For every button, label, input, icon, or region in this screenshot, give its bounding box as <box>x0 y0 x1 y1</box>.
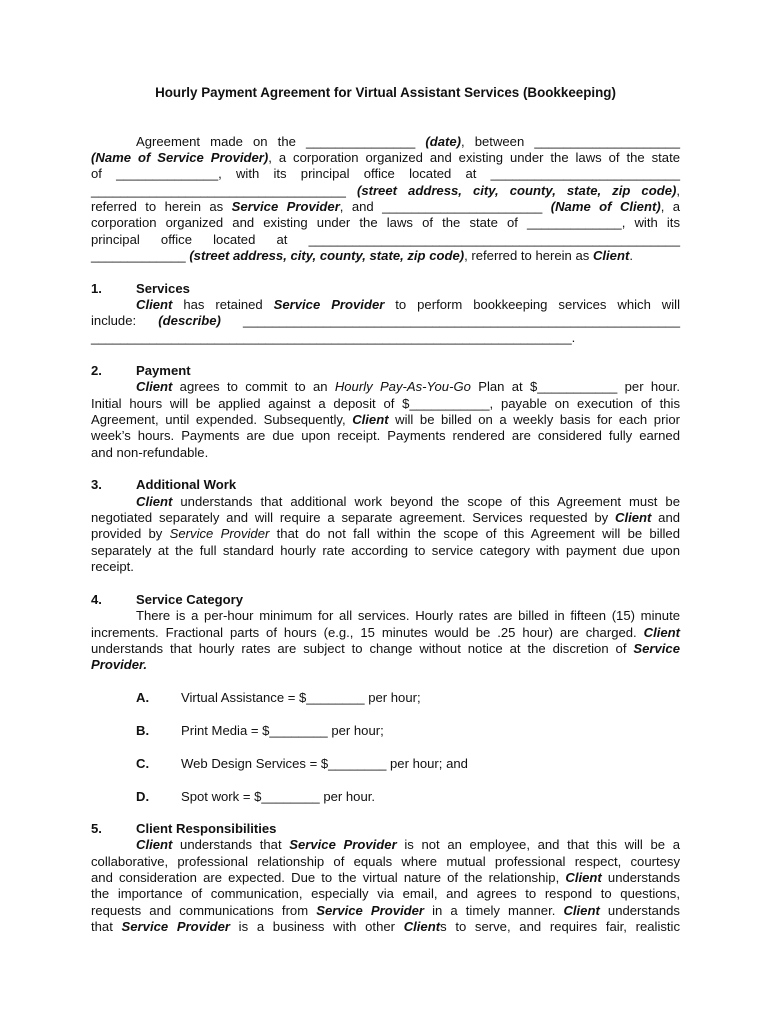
section-line: increments. Fractional parts of hours (e.g., 15 minutes would be .25 hour) are charged. Client <box>91 625 680 640</box>
intro-line: corporation organized and existing under the laws of the state of _____________, with its <box>91 215 680 230</box>
section-line: provided by Service Provider that do not fall within the scope of this Agreement will be billed <box>91 526 680 541</box>
section-heading: 1. Services <box>91 281 190 296</box>
section-line: Provider. <box>91 657 148 672</box>
intro-line: (Name of Service Provider), a corporation organized and existing under the laws of the state <box>91 150 681 165</box>
section-heading: 3. Additional Work <box>91 477 237 492</box>
section-line: Initial hours will be applied against a deposit of $___________, payable on execution of this <box>91 396 680 411</box>
section-line: separately at the full standard hourly rate according to service category with payment due upon <box>91 543 680 558</box>
section-line: that Service Provider is a business with other Clients to serve, and requires fair, realistic <box>91 919 681 934</box>
section-number: 3. <box>91 477 102 492</box>
section-line: collaborative, professional relationship of equals where mutual professional respect, courtesy <box>91 854 680 869</box>
intro-line: Agreement made on the _______________ (date), between ____________________ <box>136 134 680 149</box>
section-line: receipt. <box>91 559 134 574</box>
section-number: 4. <box>91 592 102 607</box>
section-line: requests and communications from Service Provider in a timely manner. Client understands <box>91 903 680 918</box>
intro-line: of ______________, with its principal office located at __________________________ <box>91 166 680 181</box>
section-line: understands that hourly rates are subject to change without notice at the discretion of Service <box>91 641 680 656</box>
intro-line: principal office located at ___________________________________________________ <box>91 232 680 247</box>
section-line: and consideration are expected. Due to the virtual nature of the relationship, Client understands <box>91 870 680 885</box>
section-heading: 4. Service Category <box>91 592 243 607</box>
section-line: week’s hours. Payments are due upon receipt. Payments rendered are considered fully earned <box>91 428 680 443</box>
section-line: and non-refundable. <box>91 445 209 460</box>
section-line: include: (describe) ____________________________________________________________ <box>91 313 680 328</box>
section-line: There is a per-hour minimum for all services. Hourly rates are billed in fifteen (15) minute <box>136 608 680 623</box>
intro-line: _____________ (street address, city, county, state, zip code), referred to herein as Client. <box>91 248 633 263</box>
section-line: Client understands that additional work beyond the scope of this Agreement must be <box>136 494 680 509</box>
section-line: the importance of communication, especially via email, and agrees to respond to questions, <box>91 886 680 901</box>
intro-line: ___________________________________ (street address, city, county, state, zip code), <box>91 183 680 198</box>
section-line: __________________________________________________________________. <box>91 330 576 345</box>
section-number: 1. <box>91 281 102 296</box>
document-title: Hourly Payment Agreement for Virtual Assistant Services (Bookkeeping) <box>155 85 616 100</box>
section-heading: 2. Payment <box>91 363 191 378</box>
intro-line: referred to herein as Service Provider, and ______________________ (Name of Client), a <box>91 199 681 214</box>
section-line: negotiated separately and will require a separate agreement. Services requested by Client and <box>91 510 681 525</box>
section-line: Client agrees to commit to an Hourly Pay-As-You-Go Plan at $___________ per hour. <box>136 379 680 394</box>
section-line: Agreement, until expended. Subsequently, Client will be billed on a weekly basis for each prior <box>91 412 680 427</box>
section-line: Client has retained Service Provider to perform bookkeeping services which will <box>136 297 680 312</box>
section-heading: 5. Client Responsibilities <box>91 821 277 836</box>
section-number: 5. <box>91 821 102 836</box>
section-line: Client understands that Service Provider is not an employee, and that this will be a <box>136 837 681 852</box>
section-number: 2. <box>91 363 102 378</box>
